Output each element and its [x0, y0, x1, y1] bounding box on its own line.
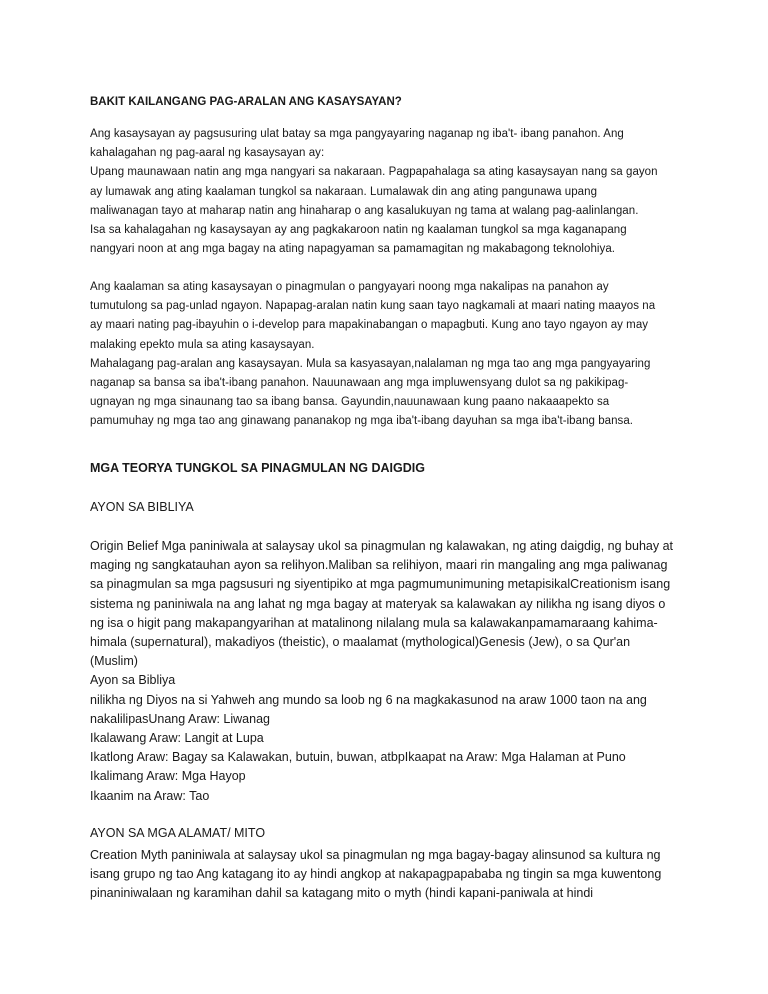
text-line: nangyari noon at ang mga bagay na ating napagyaman sa pamamagitan ng makabagong teknolohiya. — [90, 243, 616, 256]
text-line: Upang maunawaan natin ang mga nangyari sa nakaraan. Pagpapahalaga sa ating kasaysayan nang sa gayon — [90, 166, 658, 179]
paragraph-creation-myth — [90, 846, 690, 904]
text-line: (Muslim) — [90, 654, 138, 669]
text-line: nilikha ng Diyos na si Yahweh ang mundo sa loob ng 6 na magkakasunod na araw 1000 taon na ang — [90, 692, 647, 707]
text-line: naganap sa bansa sa iba't-ibang panahon. Nauunawaan ang mga impluwensyang dulot sa ng pakikipag- — [90, 377, 629, 390]
text-line: Ang kaalaman sa ating kasaysayan o pinagmulan o pangyayari noong mga nakalipas na panahon ay — [90, 281, 609, 293]
text-line: maliwanagan tayo at maharap natin ang hinaharap o ang kasalukuyan ng tama at walang pag-aalinlangan. — [90, 204, 639, 217]
text-line: Isa sa kahalagahan ng kasaysayan ay ang pagkakaroon natin ng kaalaman tungkol sa mga kaganapang — [90, 224, 627, 237]
text-line: Ikalawang Araw: Langit at Lupa — [90, 731, 264, 746]
text-line: Ikatlong Araw: Bagay sa Kalawakan, butuin, buwan, atbpIkaapat na Araw: Mga Halaman at Puno — [90, 750, 626, 765]
paragraph-origin-belief — [90, 537, 690, 806]
text-line: malaking epekto mula sa ating kasaysayan. — [90, 338, 315, 351]
text-line: sistema ng paniniwala na ang lahat ng mga bagay at materyak sa kalawakan ay nilikha ng isang diyos o — [90, 596, 666, 611]
paragraph-kaalaman — [90, 278, 690, 432]
heading-ayon-sa-bibliya: AYON SA BIBLIYA — [90, 500, 194, 514]
text-line: Origin Belief Mga paniniwala at salaysay ukol sa pinagmulan ng kalawakan, ng ating daigdig, ng buhay at — [90, 539, 674, 553]
text-line: Ikaanim na Araw: Tao — [90, 788, 210, 803]
paragraph-kahalagahan — [90, 125, 690, 259]
text-line: sa pinagmulan sa mga pagsusuri ng siyentipiko at mga pagmumunimuning metapisikalCreationism isang — [90, 577, 671, 592]
text-line: Mahalagang pag-aralan ang kasaysayan. Mula sa kasyasayan,nalalaman ng mga tao ang mga pangyayaring — [90, 357, 651, 370]
text-line: nakalilipasUnang Araw: Liwanag — [90, 711, 270, 726]
text-line: ay lumawak ang ating kaalaman tungkol sa nakaraan. Lumalawak din ang ating pangunawa upang — [90, 185, 598, 198]
text-line: Creation Myth paniniwala at salaysay ukol sa pinagmulan ng mga bagay-bagay alinsunod sa kultura ng — [90, 848, 661, 862]
text-line: pamumuhay ng mga tao ang ginawang pananakop ng mga iba't-ibang dayuhan sa mga iba't-ibang bansa. — [90, 415, 634, 428]
text-line: Ayon sa Bibliya — [90, 673, 176, 688]
text-line: pinaniniwalaan ng karamihan dahil sa katagang mito o myth (hindi kapani-paniwala at hindi — [90, 886, 594, 901]
text-line: Ang kasaysayan ay pagsusuring ulat batay sa mga pangyayaring naganap ng iba't- ibang panahon. Ang — [90, 128, 624, 140]
heading-mga-teorya: MGA TEORYA TUNGKOL SA PINAGMULAN NG DAIGDIG — [90, 461, 425, 475]
text-line: himala (supernatural), makadiyos (theistic), o maalamat (mythological)Genesis (Jew), o sa Qur'an — [90, 635, 631, 650]
heading-bakit-kailangang: BAKIT KAILANGANG PAG-ARALAN ANG KASAYSAYAN? — [90, 96, 402, 108]
text-line: kahalagahan ng pag-aaral ng kasaysayan ay: — [90, 147, 325, 160]
text-line: ng isa o higit pang makapangyarihan at matalinong nilalang mula sa kalawakanpamamaraang kahima- — [90, 615, 658, 630]
text-line: tumutulong sa pag-unlad ngayon. Napapag-aralan natin kung saan tayo nagkamali at maari nating maayos na — [90, 300, 656, 313]
text-line: Ikalimang Araw: Mga Hayop — [90, 769, 246, 784]
text-line: maging ng sangkatauhan ayon sa relihyon.Maliban sa relihiyon, maari rin mangaling ang mga paliwanag — [90, 558, 668, 573]
heading-ayon-sa-mga-alamat: AYON SA MGA ALAMAT/ MITO — [90, 826, 266, 840]
text-line: ugnayan ng mga sinaunang tao sa ibang bansa. Gayundin,nauunawaan kung paano nakaaapekto sa — [90, 396, 610, 409]
text-line: isang grupo ng tao Ang katagang ito ay hindi angkop at nakapagpapababa ng tingin sa mga kuwentong — [90, 867, 662, 882]
text-line: ay maari nating pag-ibayuhin o i-develop para mapakinabangan o mapagbuti. Kung ano tayo ngayon ay may — [90, 319, 649, 332]
